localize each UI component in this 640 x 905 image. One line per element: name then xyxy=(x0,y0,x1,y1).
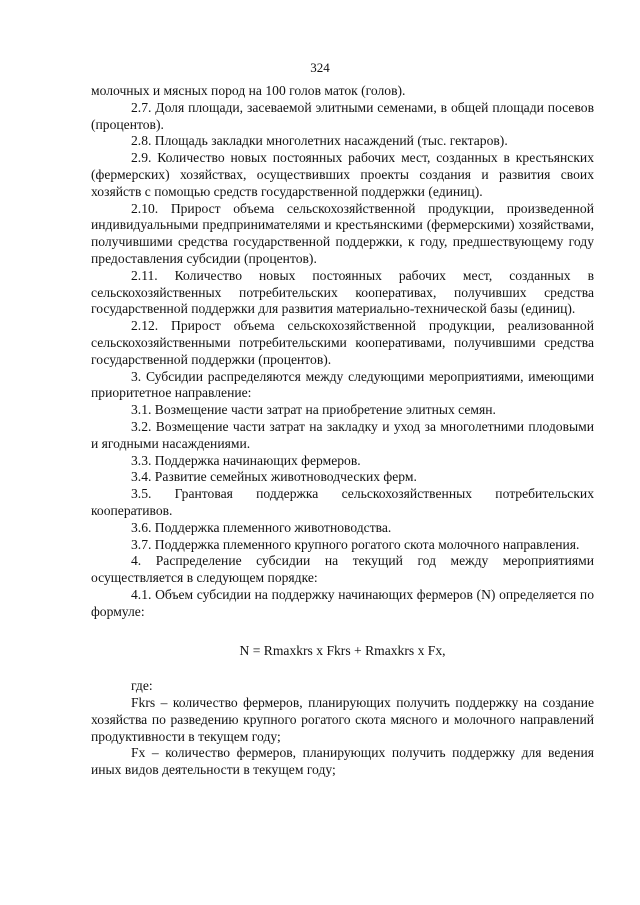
paragraph-3-1: 3.1. Возмещение части затрат на приобретение элитных семян. xyxy=(131,402,496,418)
paragraph-where: где: xyxy=(131,678,153,694)
paragraph-3-5: 3.5. Грантовая поддержка сельскохозяйственных потребительских кооперативов. xyxy=(91,486,594,518)
paragraph-3-7: 3.7. Поддержка племенного крупного рогатого скота молочного направления. xyxy=(131,536,580,552)
paragraph-2-8: 2.8. Площадь закладки многолетних насаждений (тыс. гектаров). xyxy=(131,133,508,149)
paragraph-fkrs-definition: Fkrs – количество фермеров, планирующих получить поддержку на создание хозяйства по разведению крупного рогатого скота мясного и молочного направлений продуктивности в текущем году; xyxy=(91,695,594,744)
paragraph-2-11: 2.11. Количество новых постоянных рабочих мест, созданных в сельскохозяйственных потребительских кооперативах, получивших средства государственной поддержки для развития материально-технической базы (единиц). xyxy=(91,267,594,317)
paragraph-2-7: 2.7. Доля площади, засеваемой элитными семенами, в общей площади посевов (процентов). xyxy=(91,99,594,132)
paragraph-2-9: 2.9. Количество новых постоянных рабочих мест, созданных в крестьянских (фермерских) хозяйствах, осуществивших проекты создания и развития своих хозяйств с помощью средств государственной поддержки (единиц). xyxy=(91,150,594,199)
paragraph-continuation: молочных и мясных пород на 100 голов маток (голов). xyxy=(91,83,406,98)
formula: N = Rmaxkrs x Fkrs + Rmaxkrs x Fx, xyxy=(239,642,446,658)
document-body xyxy=(91,83,594,779)
paragraph-4: 4. Распределение субсидии на текущий год между мероприятиями осуществляется в следующем порядке: xyxy=(91,553,594,586)
paragraph-3: 3. Субсидии распределяются между следующими мероприятиями, имеющими приоритетное направление: xyxy=(91,368,594,401)
paragraph-2-12: 2.12. Прирост объема сельскохозяйственной продукции, реализованной сельскохозяйственными потребительскими кооперативами, получившими средства государственной поддержки (процентов). xyxy=(91,318,594,367)
paragraph-3-4: 3.4. Развитие семейных животноводческих ферм. xyxy=(131,469,417,485)
paragraph-3-2: 3.2. Возмещение части затрат на закладку и уход за многолетними плодовыми и ягодными насаждениями. xyxy=(91,418,594,451)
paragraph-3-3: 3.3. Поддержка начинающих фермеров. xyxy=(131,452,361,468)
page-number: 324 xyxy=(310,60,330,75)
paragraph-4-1: 4.1. Объем субсидии на поддержку начинающих фермеров (N) определяется по формуле: xyxy=(91,586,594,619)
paragraph-2-10: 2.10. Прирост объема сельскохозяйственной продукции, произведенной индивидуальными предпринимателями и крестьянскими (фермерскими) хозяйствами, получившими средства государственной поддержки, к году, предшествующему году предоставления субсидии (процентов). xyxy=(91,200,594,266)
paragraph-3-6: 3.6. Поддержка племенного животноводства. xyxy=(131,519,392,535)
paragraph-fx-definition: Fx – количество фермеров, планирующих получить поддержку для ведения иных видов деятельности в текущем году; xyxy=(91,745,594,778)
